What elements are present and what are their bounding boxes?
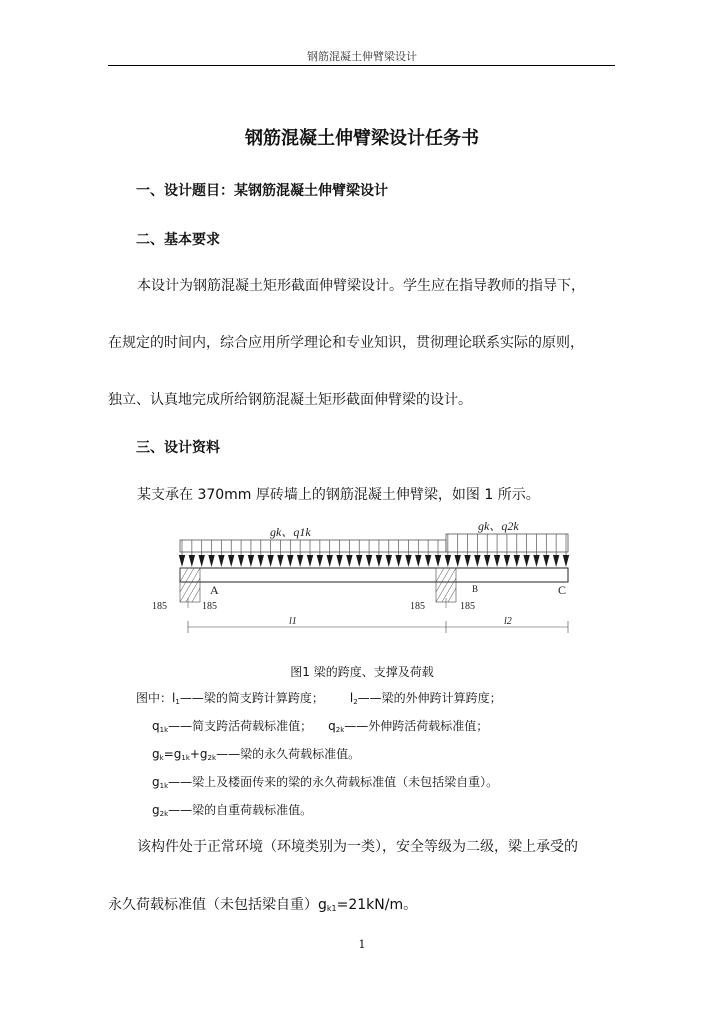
symbol-g1k: =g — [163, 747, 182, 761]
load-arrowhead — [326, 555, 332, 567]
load-arrowhead — [179, 555, 185, 567]
load-arrowhead — [543, 555, 549, 567]
document-title: 钢筋混凝土伸臂梁设计任务书 — [245, 128, 479, 149]
note-desc: ——梁上及楼面传来的梁的永久荷载标准值（未包括梁自重）。 — [168, 775, 499, 789]
load-arrowhead — [336, 555, 342, 567]
dim-label: 185 — [152, 601, 167, 612]
note-desc: ——外伸跨活荷载标准值； — [344, 719, 489, 733]
subscript: 1 — [175, 698, 180, 706]
subscript: 1k — [159, 782, 169, 790]
load-arrowhead — [258, 555, 264, 567]
figure-caption: 图1 梁的跨度、支撑及荷载 — [290, 665, 434, 679]
subscript: 2k — [335, 726, 345, 734]
paragraph-line — [108, 894, 417, 914]
closing-value: =21kN/m。 — [336, 897, 418, 913]
subscript: k1 — [326, 904, 337, 913]
page-number: 1 — [358, 938, 366, 951]
load-arrowhead — [277, 555, 283, 567]
load-label-left: gk、q1k — [270, 525, 311, 539]
support-label-b: B — [472, 584, 479, 594]
load-arrowhead — [494, 555, 500, 567]
span-label-l1: l1 — [289, 616, 297, 627]
load-arrowhead — [435, 555, 441, 567]
note-line-gk — [152, 745, 360, 762]
symbol-q2k: q — [328, 719, 336, 733]
note-line-g1k — [152, 773, 498, 790]
load-arrowhead — [376, 555, 382, 567]
note-desc: ——梁的自重荷载标准值。 — [168, 803, 313, 817]
load-arrowhead — [287, 555, 293, 567]
dim-label: 185 — [460, 601, 475, 612]
paragraph-line: 独立、认真地完成所给钢筋混凝土矩形截面伸臂梁的设计。 — [108, 392, 472, 408]
note-desc: ——梁的外伸跨计算跨度； — [357, 691, 502, 705]
running-header: 钢筋混凝土伸臂梁设计 — [307, 50, 417, 63]
span-label-l2: l2 — [504, 616, 512, 627]
dim-label: 185 — [410, 601, 425, 612]
subscript: 2 — [353, 698, 358, 706]
beam-diagram — [140, 512, 590, 637]
paragraph-line: 本设计为钢筋混凝土矩形截面伸臂梁设计。学生应在指导教师的指导下， — [137, 278, 585, 294]
load-arrowhead — [474, 555, 480, 567]
load-arrowhead — [454, 555, 460, 567]
load-arrowhead — [464, 555, 470, 567]
note-line-g2k — [152, 801, 312, 818]
load-arrowhead — [415, 555, 421, 567]
beam — [180, 568, 568, 582]
load-arrowhead — [228, 555, 234, 567]
load-arrowhead — [317, 555, 323, 567]
support-label-a: A — [210, 583, 219, 597]
end-label-c: C — [558, 583, 567, 597]
section-heading-2: 二、基本要求 — [136, 232, 220, 248]
subscript: 2k — [207, 754, 217, 762]
load-arrowhead — [425, 555, 431, 567]
subscript: k — [159, 754, 164, 762]
load-arrowhead — [563, 555, 569, 567]
note-desc: ——简支跨活荷载标准值； — [168, 719, 313, 733]
load-arrowhead — [386, 555, 392, 567]
header-rule — [108, 65, 615, 66]
load-arrows — [179, 534, 569, 567]
load-arrowhead — [189, 555, 195, 567]
symbol-gk: g — [152, 747, 160, 761]
load-arrowhead — [514, 555, 520, 567]
load-arrowhead — [297, 555, 303, 567]
dim-label: 185 — [202, 601, 217, 612]
symbol-g2k: +g — [189, 747, 208, 761]
paragraph-line: 在规定的时间内，综合应用所学理论和专业知识，贯彻理论联系实际的原则， — [108, 335, 584, 351]
closing-text: 永久荷载标准值（未包括梁自重）g — [108, 897, 327, 913]
symbol-l2: l — [349, 691, 354, 705]
load-arrowhead — [238, 555, 244, 567]
load-label-right: gk、q2k — [478, 519, 519, 533]
load-arrowhead — [198, 555, 204, 567]
note-line-live-loads — [152, 717, 488, 734]
symbol-g2k: g — [152, 803, 160, 817]
load-arrowhead — [208, 555, 214, 567]
load-block-left — [180, 540, 446, 552]
subscript: 2k — [159, 810, 169, 818]
load-arrowhead — [553, 555, 559, 567]
note-line-spans — [136, 689, 502, 706]
load-arrowhead — [218, 555, 224, 567]
load-arrowhead — [248, 555, 254, 567]
load-arrowhead — [405, 555, 411, 567]
load-arrowhead — [307, 555, 313, 567]
symbol-g1k: g — [152, 775, 160, 789]
note-desc: ——梁的简支跨计算跨度； — [179, 691, 324, 705]
note-desc: ——梁的永久荷载标准值。 — [216, 747, 361, 761]
paragraph-line: 该构件处于正常环境（环境类别为一类），安全等级为二级，梁上承受的 — [137, 839, 578, 855]
load-arrowhead — [504, 555, 510, 567]
paragraph-line: 某支承在 370mm 厚砖墙上的钢筋混凝土伸臂梁，如图 1 所示。 — [137, 487, 540, 503]
load-arrowhead — [533, 555, 539, 567]
load-arrowhead — [445, 555, 451, 567]
load-arrowhead — [484, 555, 490, 567]
load-arrowhead — [356, 555, 362, 567]
subscript: 1k — [159, 726, 169, 734]
section-heading-1: 一、设计题目：某钢筋混凝土伸臂梁设计 — [136, 183, 388, 199]
symbol-l1: l — [172, 691, 176, 705]
load-arrowhead — [267, 555, 273, 567]
load-arrowhead — [395, 555, 401, 567]
symbol-q1k: q — [152, 719, 160, 733]
section-heading-3: 三、设计资料 — [136, 440, 220, 456]
load-arrowhead — [366, 555, 372, 567]
load-arrowhead — [523, 555, 529, 567]
subscript: 1k — [181, 754, 190, 762]
load-arrowhead — [346, 555, 352, 567]
note-prefix: 图中： — [136, 691, 173, 705]
